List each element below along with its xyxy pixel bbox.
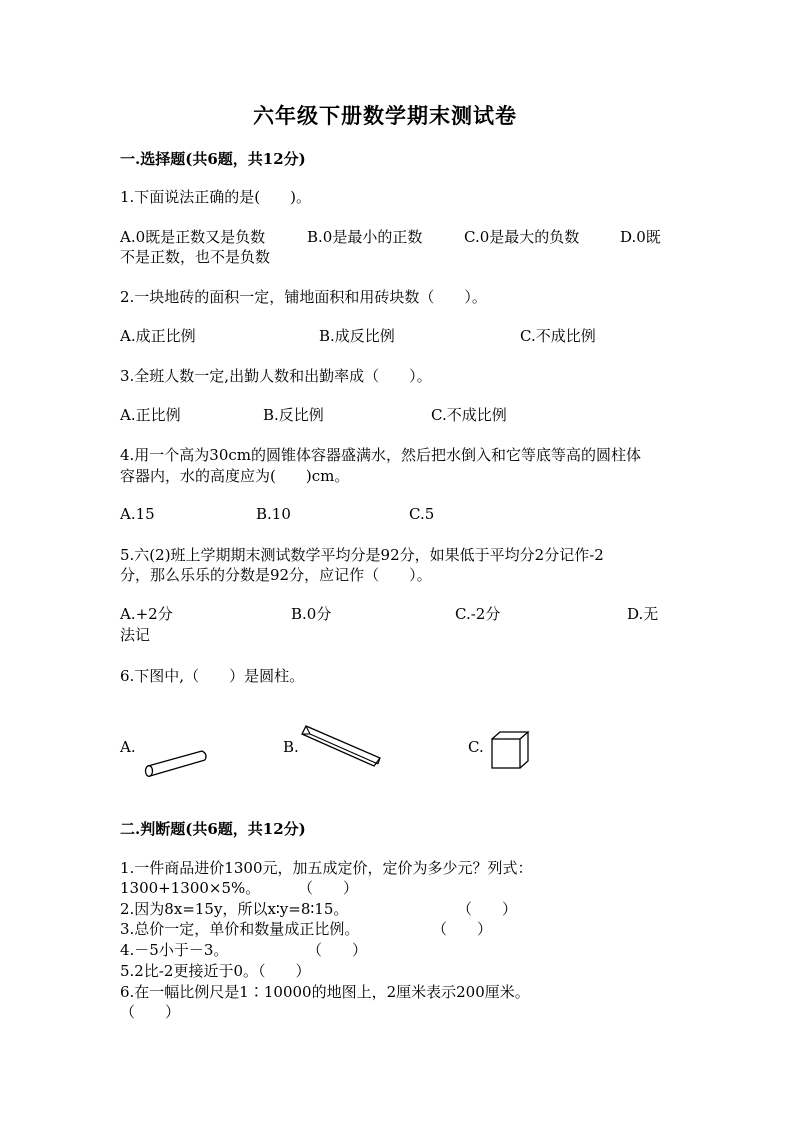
judgement-5: 5.2比-2更接近于0。（ ） bbox=[120, 962, 311, 980]
judgement-4-blank: （ ） bbox=[307, 941, 368, 959]
question-5-line1: 5.六(2)班上学期期末测试数学平均分是92分，如果低于平均分2分记作-2 bbox=[120, 546, 604, 564]
q2-option-a: A.成正比例 bbox=[120, 327, 196, 345]
q1-option-b: B.0是最小的正数 bbox=[307, 228, 423, 246]
cylinder-rod-figure bbox=[142, 742, 212, 778]
q4-option-a: A.15 bbox=[120, 505, 155, 523]
q2-option-c: C.不成比例 bbox=[520, 327, 596, 345]
cube-figure bbox=[490, 730, 530, 770]
question-4-line1: 4.用一个高为30cm的圆锥体容器盛满水，然后把水倒入和它等底等高的圆柱体 bbox=[120, 446, 642, 464]
q6-option-a: A. bbox=[120, 738, 136, 756]
q6-option-c: C. bbox=[468, 738, 484, 756]
page-title: 六年级下册数学期末测试卷 bbox=[253, 103, 517, 128]
judgement-1-line2: 1300+1300×5%。 bbox=[120, 879, 261, 897]
q5-option-d: D.无 bbox=[627, 605, 659, 623]
judgement-1-line1: 1.一件商品进价1300元，加五成定价，定价为多少元？列式： bbox=[120, 859, 533, 877]
question-1: 1.下面说法正确的是( )。 bbox=[120, 188, 312, 206]
q5-option-a: A.+2分 bbox=[120, 605, 173, 623]
section-heading-judgement: 二.判断题(共6题，共12分) bbox=[120, 820, 306, 838]
q5-option-b: B.0分 bbox=[291, 605, 332, 623]
judgement-2-blank: （ ） bbox=[457, 900, 518, 918]
q4-option-b: B.10 bbox=[256, 505, 291, 523]
judgement-3: 3.总价一定，单价和数量成正比例。 bbox=[120, 920, 360, 938]
question-4-line2: 容器内，水的高度应为( )cm。 bbox=[120, 467, 350, 485]
judgement-3-blank: （ ） bbox=[432, 920, 493, 938]
q1-option-a: A.0既是正数又是负数 bbox=[120, 228, 266, 246]
q1-option-d: D.0既 bbox=[620, 228, 661, 246]
q1-option-c: C.0是最大的负数 bbox=[464, 228, 580, 246]
question-6: 6.下图中,（ ）是圆柱。 bbox=[120, 667, 305, 685]
judgement-1-blank: （ ） bbox=[298, 879, 359, 897]
q3-option-a: A.正比例 bbox=[120, 406, 181, 424]
judgement-6-line1: 6.在一幅比例尺是1∶10000的地图上，2厘米表示200厘米。 bbox=[120, 983, 530, 1001]
question-3: 3.全班人数一定,出勤人数和出勤率成（ ）。 bbox=[120, 367, 432, 385]
judgement-6-blank: （ ） bbox=[120, 1003, 181, 1021]
q5-option-c: C.-2分 bbox=[455, 605, 501, 623]
judgement-2: 2.因为8x=15y，所以x∶y=8∶15。 bbox=[120, 900, 349, 918]
q6-option-b: B. bbox=[283, 738, 299, 756]
q3-option-c: C.不成比例 bbox=[431, 406, 507, 424]
q5-option-d-cont: 法记 bbox=[120, 626, 151, 644]
section-heading-choice: 一.选择题(共6题，共12分) bbox=[120, 150, 306, 168]
q4-option-c: C.5 bbox=[409, 505, 435, 523]
q1-option-d-cont: 不是正数，也不是负数 bbox=[120, 248, 271, 266]
triangular-prism-figure bbox=[300, 722, 384, 770]
q2-option-b: B.成反比例 bbox=[319, 327, 395, 345]
q3-option-b: B.反比例 bbox=[263, 406, 324, 424]
question-5-line2: 分，那么乐乐的分数是92分，应记作（ ）。 bbox=[120, 566, 432, 584]
judgement-4: 4.－5小于－3。 bbox=[120, 941, 229, 959]
question-2: 2.一块地砖的面积一定，铺地面积和用砖块数（ ）。 bbox=[120, 288, 487, 306]
